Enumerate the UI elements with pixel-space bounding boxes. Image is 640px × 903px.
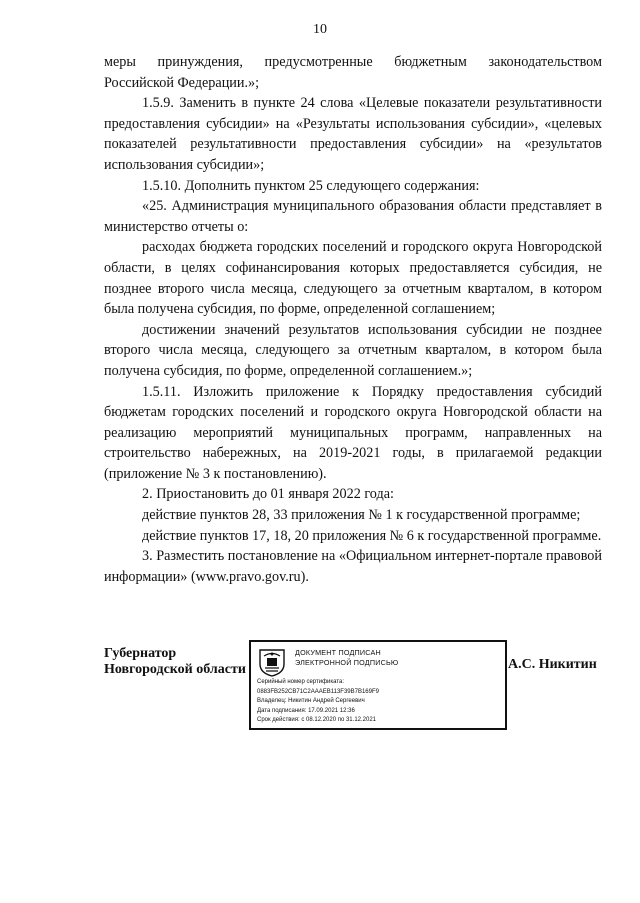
signing-date: Дата подписания: 17.09.2021 12:36 — [257, 707, 355, 714]
electronic-signature-stamp — [249, 640, 507, 730]
position-line-1: Губернатор — [104, 646, 177, 661]
paragraph-2: 2. Приостановить до 01 января 2022 года: — [142, 486, 394, 503]
stamp-title-line-2: ЭЛЕКТРОННОЙ ПОДПИСЬЮ — [295, 658, 399, 667]
paragraph-item-25: «25. Администрация муниципального образования области представляет в министерство отчеты о: — [104, 198, 602, 235]
document-body — [104, 52, 602, 587]
paragraph-3: 3. Разместить постановление на «Официальном интернет-портале правовой информации» (www.pravo.gov.ru). — [104, 548, 602, 585]
stamp-details — [257, 678, 379, 726]
signature-block — [104, 640, 624, 760]
stamp-title-line-1: ДОКУМЕНТ ПОДПИСАН — [295, 648, 381, 657]
coat-of-arms-icon — [258, 647, 286, 677]
paragraph-1-5-11: 1.5.11. Изложить приложение к Порядку предоставления субсидий бюджетам городских поселений и городского округа Новгородской области на реализацию мероприятий муниципальных программ, направленных на строительство набережных, на 2019-2021 годы, в прилагаемой редакции (приложение № 3 к постановлению). — [104, 383, 602, 482]
signer-name: А.С. Никитин — [508, 657, 597, 672]
certificate-owner: Владелец: Никитин Андрей Сергеевич — [257, 698, 365, 704]
paragraph-1-5-9: 1.5.9. Заменить в пункте 24 слова «Целевые показатели результативности предоставления субсидии» на «Результаты использования субсидии», «целевых показателей результативности предоставления субсидии» на «результатов использования субсидии»; — [104, 95, 602, 173]
paragraph-2-item-b: действие пунктов 17, 18, 20 приложения № 6 к государственной программе. — [142, 527, 602, 544]
signer-position — [104, 646, 246, 678]
certificate-validity: Срок действия: с 08.12.2020 по 31.12.2021 — [257, 717, 377, 723]
paragraph-2-item-a: действие пунктов 28, 33 приложения № 1 к государственной программе; — [142, 507, 581, 524]
page-number: 10 — [313, 22, 327, 37]
paragraph-report-expenses: расходах бюджета городских поселений и городского округа Новгородской области, в целях софинансирования которых предоставляется субсидия, не позднее второго числа месяца, следующего за отчетным кварталом, в котором была получена субсидия, по форме, определенной соглашением; — [104, 239, 602, 318]
paragraph-1-5-10: 1.5.10. Дополнить пунктом 25 следующего содержания: — [142, 177, 480, 194]
stamp-title — [295, 648, 398, 668]
paragraph-continuation: меры принуждения, предусмотренные бюджетным законодательством Российской Федерации.»; — [104, 54, 602, 91]
certificate-number: 0883FB252CB71C2AAAEB113F39B7B169F9 — [257, 688, 379, 695]
paragraph-report-results: достижении значений результатов использования субсидии не позднее второго числа месяца, следующего за отчетным кварталом, в котором была получена субсидия, по форме, определенной соглашением.»; — [104, 321, 602, 379]
position-line-2: Новгородской области — [104, 662, 246, 677]
certificate-label: Серийный номер сертификата: — [257, 679, 345, 685]
